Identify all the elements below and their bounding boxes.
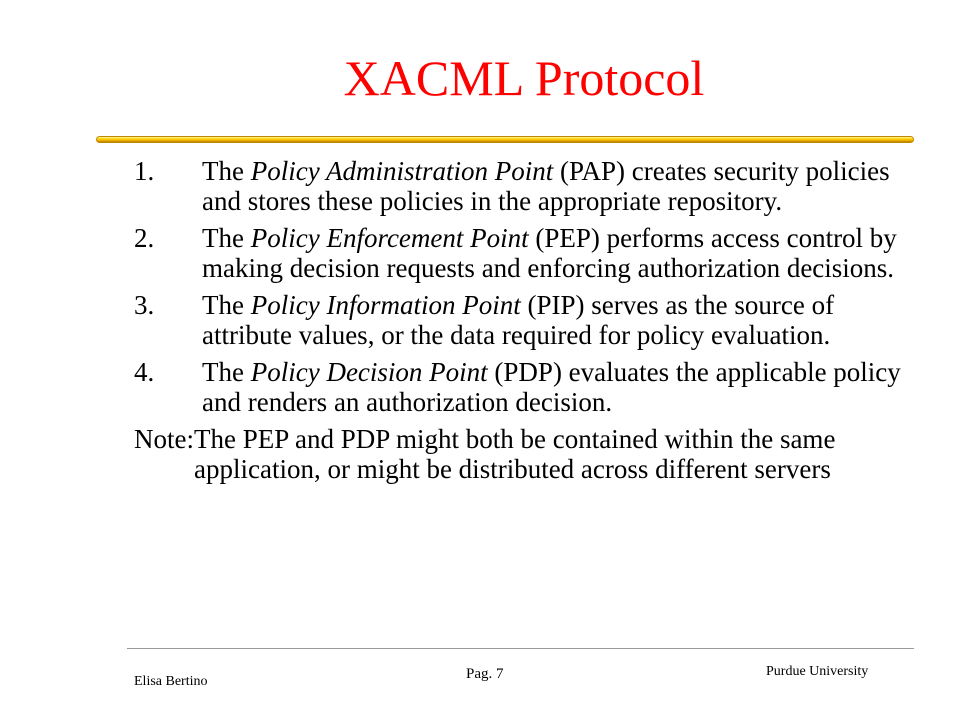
list-item-text-suffix: (PAP) creates security policies and stores these policies in the appropriate repository. xyxy=(202,156,890,216)
list-item-text xyxy=(202,223,914,283)
list-item xyxy=(134,156,914,216)
list-item-number: 1. xyxy=(134,156,155,186)
list-item-text-prefix: The xyxy=(202,290,251,320)
list-item-term: Policy Information Point xyxy=(250,290,521,320)
list-item-text-prefix: The xyxy=(202,357,251,387)
list-item-text-prefix: The xyxy=(202,156,251,186)
list-item xyxy=(134,290,914,350)
slide-title: XACML Protocol xyxy=(343,50,705,106)
title-underline-rule xyxy=(96,136,914,143)
list-item-term: Policy Administration Point xyxy=(250,156,554,186)
note-paragraph xyxy=(134,424,914,484)
note-text: The PEP and PDP might both be contained within the same application, or might be distributed across different servers xyxy=(194,424,836,484)
list-item-term: Policy Decision Point xyxy=(250,357,488,387)
list-item-text xyxy=(202,357,914,417)
footer-page-number: Pag. 7 xyxy=(466,666,504,682)
list-item-text-suffix: (PIP) serves as the source of attribute values, or the data required for policy evaluation. xyxy=(202,290,835,350)
footer-divider xyxy=(127,648,914,649)
list-item-term: Policy Enforcement Point xyxy=(250,223,529,253)
list-item xyxy=(134,357,914,417)
list-item-text-prefix: The xyxy=(202,223,251,253)
note-label: Note: xyxy=(134,424,194,454)
list-item-number: 3. xyxy=(134,290,155,320)
list-item-text-suffix: (PDP) evaluates the applicable policy and renders an authorization decision. xyxy=(202,357,901,417)
list-item-number: 2. xyxy=(134,223,155,253)
list-item-number: 4. xyxy=(134,357,155,387)
footer-organization: Purdue University xyxy=(766,664,869,679)
list-item xyxy=(134,223,914,283)
list-item-text xyxy=(202,156,914,216)
list-item-text xyxy=(202,290,914,350)
slide-body xyxy=(134,156,914,484)
footer-author: Elisa Bertino xyxy=(134,674,208,689)
list-item-text-suffix: (PEP) performs access control by making decision requests and enforcing authorization decisions. xyxy=(202,223,897,283)
